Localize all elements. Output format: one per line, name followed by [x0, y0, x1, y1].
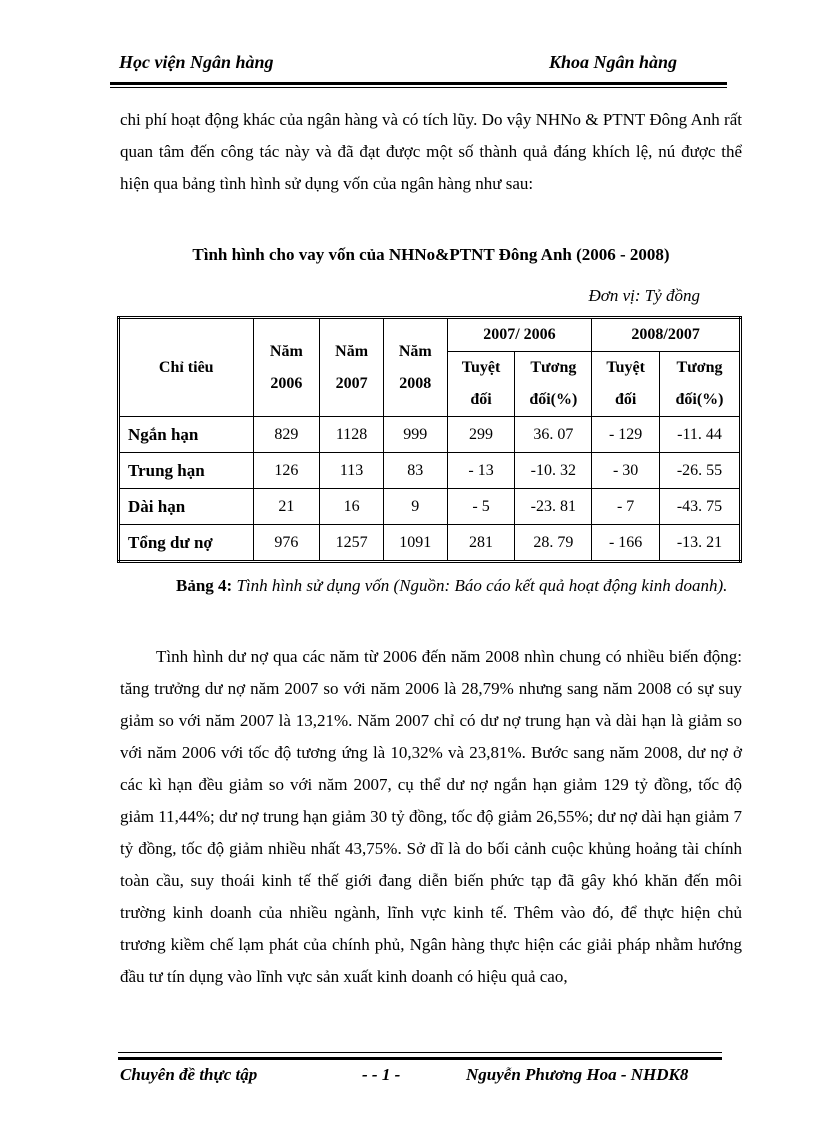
col-indicator: Chỉ tiêu [119, 318, 254, 417]
table-row: Dài hạn 21 16 9 - 5 -23. 81 - 7 -43. 75 [119, 489, 741, 525]
header-left: Học viện Ngân hàng [119, 52, 274, 72]
col-2006: Năm 2006 [253, 318, 320, 417]
table-row: Tổng dư nợ 976 1257 1091 281 28. 79 - 166 -13. 21 [119, 525, 741, 562]
table-unit: Đơn vị: Tỷ đồng [588, 286, 700, 305]
page-number: - - 1 - [362, 1065, 401, 1084]
loan-table [117, 316, 742, 563]
col-2008: Năm 2008 [383, 318, 447, 417]
footer-right: Nguyễn Phương Hoa - NHDK8 [466, 1065, 689, 1084]
col-group-2007-2006: 2007/ 2006 [447, 318, 592, 352]
col-abs-2: Tuyệt đối [592, 352, 660, 417]
footer-rule [118, 1057, 722, 1060]
analysis-paragraph: Tình hình dư nợ qua các năm từ 2006 đến năm 2008 nhìn chung có nhiều biến động: tăng trưởng dư nợ năm 2007 so với năm 2006 là 28,79% nhưng sang năm 2008 có sự suy giảm so với năm 2007 là 13,21%. Năm 2007 chỉ có dư nợ trung hạn và dài hạn là giảm so với năm 2006 với tốc độ tương ứng là 10,32% và 23,81%. Bước sang năm 2008, dư nợ ở các kì hạn đều giảm so với năm 2007, cụ thể dư nợ ngắn hạn giảm 129 tỷ đồng, tốc độ giảm 11,44%; dư nợ trung hạn giảm 30 tỷ đồng, tốc độ giảm 26,55%; dư nợ dài hạn giảm 7 tỷ đồng, tốc độ giảm nhiều nhất 43,75%. Sở dĩ là do bối cảnh cuộc khủng hoảng tài chính toàn cầu, suy thoái kinh tế thế giới đang diễn biến phức tạp đã gây khó khăn đến môi trường kinh doanh của nhiều ngành, lĩnh vực kinh tế. Thêm vào đó, để thực hiện chủ trương kiềm chế lạm phát của chính phủ, Ngân hàng thực hiện các giải pháp nhằm hướng đầu tư tín dụng vào lĩnh vực sản xuất kinh doanh có hiệu quả cao, [120, 647, 742, 986]
col-2007: Năm 2007 [320, 318, 384, 417]
table-row: Trung hạn 126 113 83 - 13 -10. 32 - 30 -26. 55 [119, 453, 741, 489]
col-abs-1: Tuyệt đối [447, 352, 515, 417]
table-title: Tình hình cho vay vốn của NHNo&PTNT Đông Anh (2006 - 2008) [192, 245, 670, 264]
footer-rule-thin [118, 1052, 722, 1053]
col-group-2008-2007: 2008/2007 [592, 318, 741, 352]
table-row: Ngắn hạn 829 1128 999 299 36. 07 - 129 -11. 44 [119, 417, 741, 453]
col-rel-2: Tương đối(%) [660, 352, 741, 417]
header-rule [110, 82, 727, 85]
header-right: Khoa Ngân hàng [549, 52, 678, 72]
intro-paragraph: chi phí hoạt động khác của ngân hàng và có tích lũy. Do vậy NHNo & PTNT Đông Anh rất quan tâm đến công tác này và đã đạt được một số thành quả đáng khích lệ, nú được thể hiện qua bảng tình hình sử dụng vốn của ngân hàng như sau: [120, 110, 742, 193]
table-caption: Bảng 4: Tình hình sử dụng vốn (Nguồn: Báo cáo kết quả hoạt động kinh doanh). [176, 576, 728, 595]
footer-left: Chuyên đề thực tập [120, 1065, 258, 1084]
col-rel-1: Tương đối(%) [515, 352, 592, 417]
header-rule-thin [110, 87, 727, 88]
